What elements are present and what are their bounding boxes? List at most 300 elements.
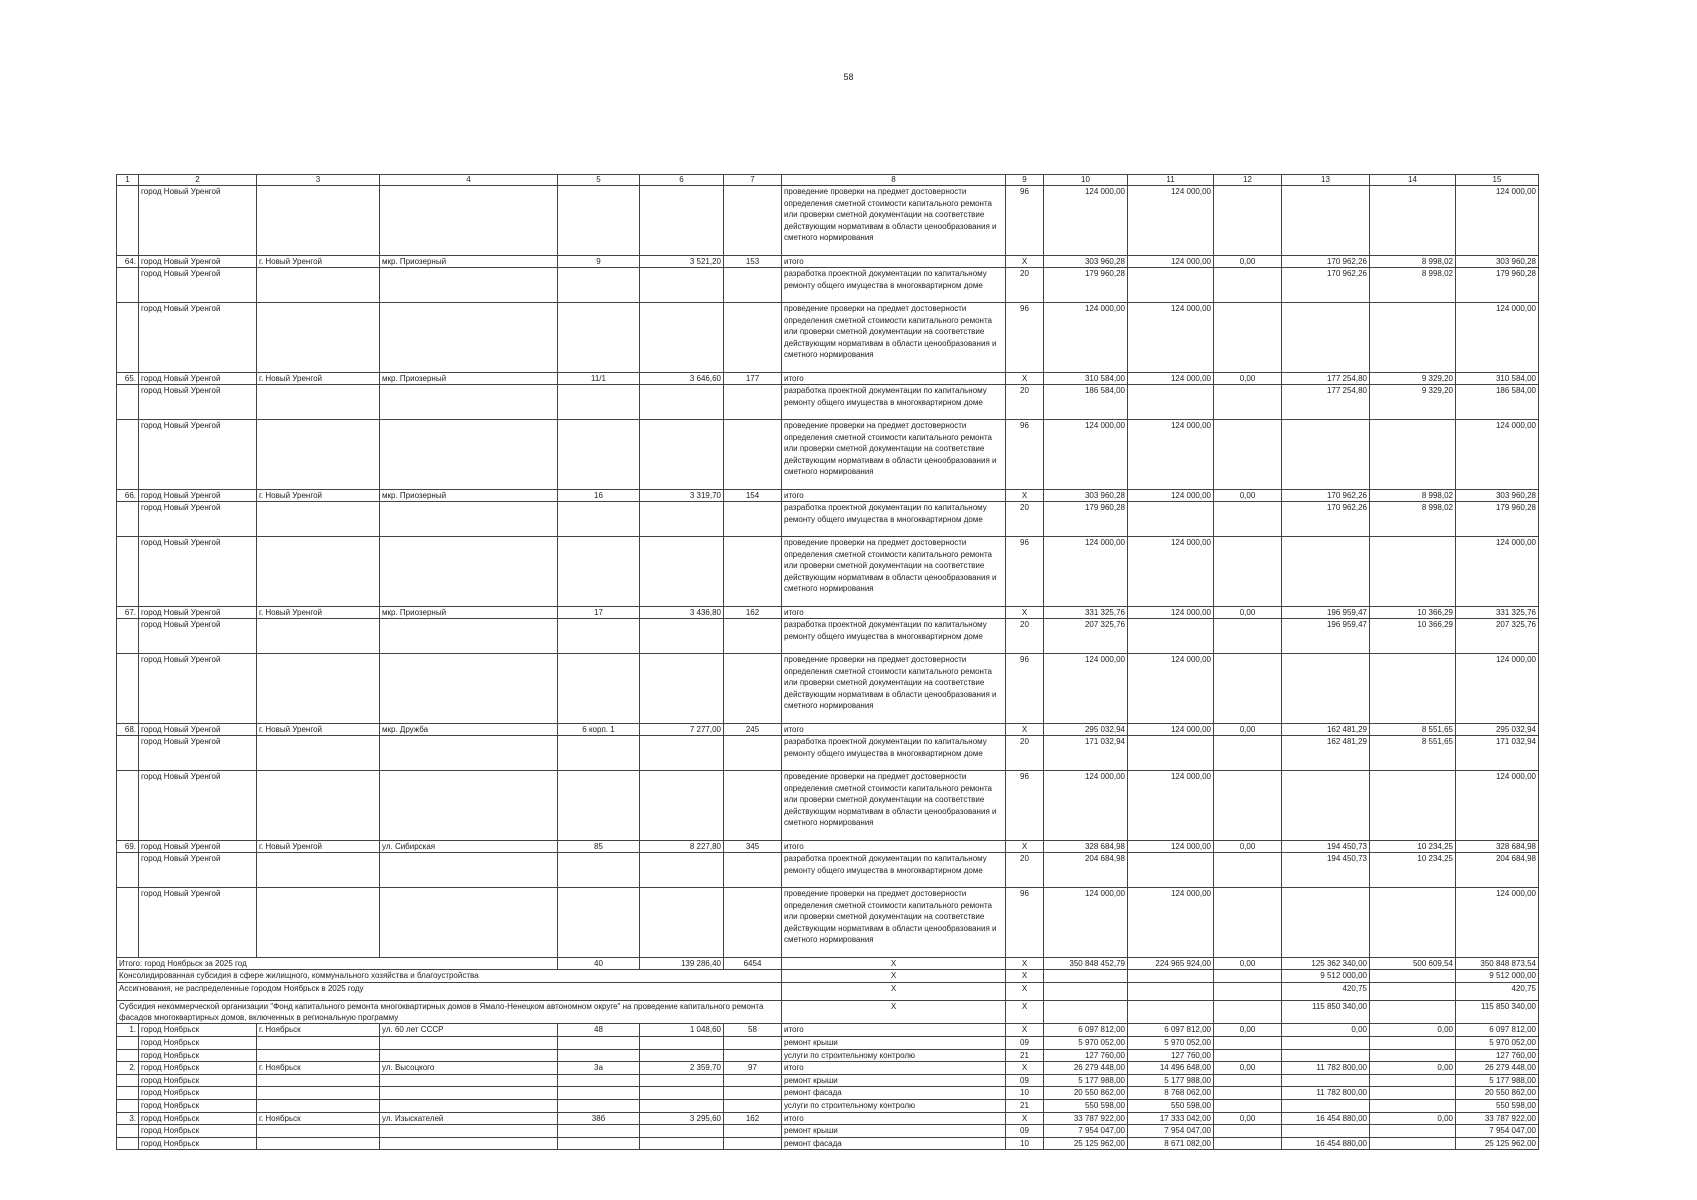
cell-locality bbox=[257, 1074, 380, 1087]
cell-house-number: 9 bbox=[558, 255, 640, 268]
cell-work-code: 20 bbox=[1006, 736, 1044, 771]
cell-house-number bbox=[558, 887, 640, 957]
cell-owners-cost: 550 598,00 bbox=[1456, 1099, 1539, 1112]
cell-local-cost: 8 998,02 bbox=[1370, 502, 1456, 537]
cell-work-type: ремонт фасада bbox=[782, 1137, 1006, 1150]
cell-federal-cost bbox=[1214, 302, 1282, 372]
cell-regional-cost: 170 962,26 bbox=[1282, 255, 1370, 268]
cell-regional-cost: 194 450,73 bbox=[1282, 853, 1370, 888]
cell-locality: г. Ноябрьск bbox=[257, 1024, 380, 1037]
cell-work-type: итого bbox=[782, 255, 1006, 268]
cell-area bbox=[640, 419, 724, 489]
cell-owners-cost: 20 550 862,00 bbox=[1456, 1087, 1539, 1100]
table-row bbox=[117, 853, 1539, 888]
cell-work-type: разработка проектной документации по капитальному ремонту общего имущества в многоквартирном доме bbox=[782, 853, 1006, 888]
cell-area bbox=[640, 736, 724, 771]
cell-work-type: разработка проектной документации по капитальному ремонту общего имущества в многоквартирном доме bbox=[782, 385, 1006, 420]
cell-locality bbox=[257, 186, 380, 256]
cell-owners-cost: 5 970 052,00 bbox=[1456, 1037, 1539, 1050]
cell-residents: 345 bbox=[724, 840, 782, 853]
cell-street bbox=[380, 536, 558, 606]
cell-area: 3 295,60 bbox=[640, 1112, 724, 1125]
cell-federal-cost bbox=[1214, 853, 1282, 888]
cell-federal-cost bbox=[1214, 1049, 1282, 1062]
fund-subsidy-row-fund-cost bbox=[1128, 1001, 1214, 1024]
cell-street bbox=[380, 853, 558, 888]
cell-area bbox=[640, 1125, 724, 1138]
column-number-header bbox=[117, 175, 1539, 186]
cell-fund-cost: 6 097 812,00 bbox=[1128, 1024, 1214, 1037]
cell-work-type: итого bbox=[782, 1112, 1006, 1125]
cell-work-code: 10 bbox=[1006, 1087, 1044, 1100]
cell-total-cost: 328 684,98 bbox=[1044, 840, 1128, 853]
cell-street: ул. Сибирская bbox=[380, 840, 558, 853]
cell-owners-cost: 328 684,98 bbox=[1456, 840, 1539, 853]
cell-locality bbox=[257, 1137, 380, 1150]
cell-municipality: город Ноябрьск bbox=[139, 1037, 257, 1050]
totals-fund-cost: 224 965 924,00 bbox=[1128, 957, 1214, 970]
cell-local-cost bbox=[1370, 419, 1456, 489]
cell-fund-cost bbox=[1128, 736, 1214, 771]
cell-work-code: X bbox=[1006, 723, 1044, 736]
totals-house-number: 40 bbox=[558, 957, 640, 970]
cell-area bbox=[640, 1049, 724, 1062]
cell-regional-cost: 177 254,80 bbox=[1282, 385, 1370, 420]
cell-row-number bbox=[117, 1099, 139, 1112]
cell-municipality: город Новый Уренгой bbox=[139, 255, 257, 268]
cell-locality bbox=[257, 770, 380, 840]
cell-municipality: город Новый Уренгой bbox=[139, 736, 257, 771]
cell-street bbox=[380, 653, 558, 723]
cell-work-code: 96 bbox=[1006, 770, 1044, 840]
cell-fund-cost: 550 598,00 bbox=[1128, 1099, 1214, 1112]
cell-row-number bbox=[117, 853, 139, 888]
unallocated-row-label: Ассигнования, не распределенные городом Ноябрьск в 2025 году bbox=[117, 982, 782, 1001]
cell-total-cost: 6 097 812,00 bbox=[1044, 1024, 1128, 1037]
cell-area: 8 227,80 bbox=[640, 840, 724, 853]
cell-work-type: итого bbox=[782, 723, 1006, 736]
cell-municipality: город Ноябрьск bbox=[139, 1087, 257, 1100]
cell-work-type: проведение проверки на предмет достоверности определения сметной стоимости капитального ремонта или проверки сметной документации на соответствие действующим нормативам в области ценообразования и сметного нормирования bbox=[782, 536, 1006, 606]
cell-row-number bbox=[117, 536, 139, 606]
totals-work-code: X bbox=[1006, 957, 1044, 970]
cell-municipality: город Новый Уренгой bbox=[139, 385, 257, 420]
cell-regional-cost: 11 782 800,00 bbox=[1282, 1062, 1370, 1075]
cell-federal-cost bbox=[1214, 1074, 1282, 1087]
cell-municipality: город Ноябрьск bbox=[139, 1062, 257, 1075]
cell-owners-cost: 7 954 047,00 bbox=[1456, 1125, 1539, 1138]
cell-house-number bbox=[558, 419, 640, 489]
cell-residents: 153 bbox=[724, 255, 782, 268]
cell-local-cost: 10 366,29 bbox=[1370, 619, 1456, 654]
cell-residents: 177 bbox=[724, 372, 782, 385]
cell-total-cost: 124 000,00 bbox=[1044, 887, 1128, 957]
cell-regional-cost: 0,00 bbox=[1282, 1024, 1370, 1037]
cell-residents bbox=[724, 1037, 782, 1050]
fund-subsidy-row-federal-cost bbox=[1214, 1001, 1282, 1024]
column-number-14: 14 bbox=[1370, 175, 1456, 186]
cell-federal-cost: 0,00 bbox=[1214, 1062, 1282, 1075]
table-row bbox=[117, 186, 1539, 256]
cell-area bbox=[640, 1087, 724, 1100]
cell-municipality: город Новый Уренгой bbox=[139, 372, 257, 385]
cell-street: ул. 60 лет СССР bbox=[380, 1024, 558, 1037]
cell-owners-cost: 124 000,00 bbox=[1456, 302, 1539, 372]
cell-local-cost: 10 234,25 bbox=[1370, 840, 1456, 853]
cell-street bbox=[380, 268, 558, 303]
cell-residents: 245 bbox=[724, 723, 782, 736]
cell-regional-cost bbox=[1282, 653, 1370, 723]
unallocated-row bbox=[117, 982, 1539, 1001]
cell-house-number bbox=[558, 736, 640, 771]
fund-subsidy-row-work-type: X bbox=[782, 1001, 1006, 1024]
cell-area: 2 359,70 bbox=[640, 1062, 724, 1075]
table-row bbox=[117, 1125, 1539, 1138]
cell-street: мкр. Приозерный bbox=[380, 372, 558, 385]
cell-regional-cost: 170 962,26 bbox=[1282, 268, 1370, 303]
cell-work-code: 10 bbox=[1006, 1137, 1044, 1150]
cell-total-cost: 20 550 862,00 bbox=[1044, 1087, 1128, 1100]
cell-regional-cost: 196 959,47 bbox=[1282, 619, 1370, 654]
cell-local-cost: 10 234,25 bbox=[1370, 853, 1456, 888]
cell-residents bbox=[724, 736, 782, 771]
column-number-3: 3 bbox=[257, 175, 380, 186]
cell-row-number bbox=[117, 268, 139, 303]
cell-work-code: X bbox=[1006, 606, 1044, 619]
cell-row-number bbox=[117, 419, 139, 489]
cell-local-cost: 0,00 bbox=[1370, 1024, 1456, 1037]
cell-work-type: итого bbox=[782, 606, 1006, 619]
cell-local-cost bbox=[1370, 653, 1456, 723]
cell-work-type: разработка проектной документации по капитальному ремонту общего имущества в многоквартирном доме bbox=[782, 619, 1006, 654]
cell-row-number bbox=[117, 186, 139, 256]
table-row bbox=[117, 1074, 1539, 1087]
cell-total-cost: 550 598,00 bbox=[1044, 1099, 1128, 1112]
table-row bbox=[117, 536, 1539, 606]
cell-owners-cost: 26 279 448,00 bbox=[1456, 1062, 1539, 1075]
cell-regional-cost bbox=[1282, 302, 1370, 372]
cell-house-number bbox=[558, 268, 640, 303]
cell-street: мкр. Дружба bbox=[380, 723, 558, 736]
cell-area: 1 048,60 bbox=[640, 1024, 724, 1037]
cell-residents: 162 bbox=[724, 606, 782, 619]
cell-regional-cost: 177 254,80 bbox=[1282, 372, 1370, 385]
cell-street bbox=[380, 736, 558, 771]
cell-area bbox=[640, 770, 724, 840]
cell-row-number bbox=[117, 1087, 139, 1100]
cell-work-code: 09 bbox=[1006, 1074, 1044, 1087]
cell-total-cost: 124 000,00 bbox=[1044, 302, 1128, 372]
cell-house-number bbox=[558, 536, 640, 606]
cell-residents bbox=[724, 536, 782, 606]
cell-federal-cost bbox=[1214, 1137, 1282, 1150]
cell-local-cost bbox=[1370, 1125, 1456, 1138]
cell-regional-cost: 196 959,47 bbox=[1282, 606, 1370, 619]
cell-street bbox=[380, 1099, 558, 1112]
cell-regional-cost: 162 481,29 bbox=[1282, 736, 1370, 771]
cell-regional-cost: 11 782 800,00 bbox=[1282, 1087, 1370, 1100]
cell-area: 7 277,00 bbox=[640, 723, 724, 736]
cell-municipality: город Ноябрьск bbox=[139, 1074, 257, 1087]
cell-municipality: город Новый Уренгой bbox=[139, 619, 257, 654]
cell-work-code: 96 bbox=[1006, 536, 1044, 606]
cell-owners-cost: 124 000,00 bbox=[1456, 419, 1539, 489]
cell-municipality: город Новый Уренгой bbox=[139, 770, 257, 840]
cell-work-type: разработка проектной документации по капитальному ремонту общего имущества в многоквартирном доме bbox=[782, 502, 1006, 537]
cell-row-number: 64. bbox=[117, 255, 139, 268]
cell-work-type: услуги по строительному контролю bbox=[782, 1049, 1006, 1062]
cell-work-type: проведение проверки на предмет достоверности определения сметной стоимости капитального ремонта или проверки сметной документации на соответствие действующим нормативам в области ценообразования и сметного нормирования bbox=[782, 302, 1006, 372]
cell-street bbox=[380, 186, 558, 256]
fund-subsidy-row-local-cost bbox=[1370, 1001, 1456, 1024]
cell-work-code: 20 bbox=[1006, 502, 1044, 537]
cell-house-number: 48 bbox=[558, 1024, 640, 1037]
cell-house-number bbox=[558, 186, 640, 256]
cell-local-cost bbox=[1370, 1099, 1456, 1112]
cell-regional-cost bbox=[1282, 1074, 1370, 1087]
cell-house-number: 85 bbox=[558, 840, 640, 853]
cell-locality bbox=[257, 1049, 380, 1062]
cell-locality bbox=[257, 653, 380, 723]
subsidy-row bbox=[117, 970, 1539, 983]
subsidy-row-total-cost bbox=[1044, 970, 1128, 983]
totals-federal-cost: 0,00 bbox=[1214, 957, 1282, 970]
table-row bbox=[117, 268, 1539, 303]
cell-residents bbox=[724, 186, 782, 256]
cell-total-cost: 5 177 988,00 bbox=[1044, 1074, 1128, 1087]
cell-row-number: 67. bbox=[117, 606, 139, 619]
cell-local-cost bbox=[1370, 1074, 1456, 1087]
cell-residents: 154 bbox=[724, 489, 782, 502]
column-number-7: 7 bbox=[724, 175, 782, 186]
subsidy-row-fund-cost bbox=[1128, 970, 1214, 983]
subsidy-row-owners-cost: 9 512 000,00 bbox=[1456, 970, 1539, 983]
cell-work-code: 20 bbox=[1006, 853, 1044, 888]
cell-street bbox=[380, 385, 558, 420]
cell-regional-cost bbox=[1282, 770, 1370, 840]
table-row bbox=[117, 619, 1539, 654]
cell-residents: 162 bbox=[724, 1112, 782, 1125]
cell-work-type: итого bbox=[782, 372, 1006, 385]
cell-regional-cost: 170 962,26 bbox=[1282, 502, 1370, 537]
cell-fund-cost: 7 954 047,00 bbox=[1128, 1125, 1214, 1138]
table-row bbox=[117, 1112, 1539, 1125]
cell-owners-cost: 124 000,00 bbox=[1456, 536, 1539, 606]
cell-locality bbox=[257, 502, 380, 537]
cell-federal-cost bbox=[1214, 1037, 1282, 1050]
unallocated-row-local-cost bbox=[1370, 982, 1456, 1001]
cell-house-number: 11/1 bbox=[558, 372, 640, 385]
cell-area bbox=[640, 536, 724, 606]
subsidy-row-federal-cost bbox=[1214, 970, 1282, 983]
cell-federal-cost: 0,00 bbox=[1214, 489, 1282, 502]
cell-total-cost: 295 032,94 bbox=[1044, 723, 1128, 736]
cell-house-number bbox=[558, 302, 640, 372]
cell-regional-cost bbox=[1282, 186, 1370, 256]
cell-house-number bbox=[558, 1037, 640, 1050]
cell-work-type: проведение проверки на предмет достоверности определения сметной стоимости капитального ремонта или проверки сметной документации на соответствие действующим нормативам в области ценообразования и сметного нормирования bbox=[782, 887, 1006, 957]
cell-locality: г. Новый Уренгой bbox=[257, 840, 380, 853]
column-number-8: 8 bbox=[782, 175, 1006, 186]
cell-work-type: разработка проектной документации по капитальному ремонту общего имущества в многоквартирном доме bbox=[782, 736, 1006, 771]
table-row bbox=[117, 770, 1539, 840]
totals-local-cost: 500 609,54 bbox=[1370, 957, 1456, 970]
subsidy-row-regional-cost: 9 512 000,00 bbox=[1282, 970, 1370, 983]
cell-local-cost: 9 329,20 bbox=[1370, 372, 1456, 385]
cell-locality bbox=[257, 1037, 380, 1050]
cell-residents bbox=[724, 268, 782, 303]
subsidy-row-local-cost bbox=[1370, 970, 1456, 983]
page-number: 58 bbox=[843, 72, 854, 82]
table-row bbox=[117, 489, 1539, 502]
cell-area bbox=[640, 1099, 724, 1112]
cell-local-cost: 8 551,65 bbox=[1370, 723, 1456, 736]
cell-local-cost bbox=[1370, 536, 1456, 606]
cell-work-type: итого bbox=[782, 840, 1006, 853]
cell-work-type: ремонт фасада bbox=[782, 1087, 1006, 1100]
cell-fund-cost bbox=[1128, 619, 1214, 654]
cell-house-number bbox=[558, 1137, 640, 1150]
cell-street bbox=[380, 887, 558, 957]
cell-total-cost: 124 000,00 bbox=[1044, 186, 1128, 256]
cell-residents: 97 bbox=[724, 1062, 782, 1075]
cell-street: мкр. Приозерный bbox=[380, 255, 558, 268]
cell-row-number bbox=[117, 302, 139, 372]
cell-work-code: X bbox=[1006, 1112, 1044, 1125]
cell-street bbox=[380, 770, 558, 840]
cell-row-number bbox=[117, 887, 139, 957]
column-number-2: 2 bbox=[139, 175, 257, 186]
unallocated-row-total-cost bbox=[1044, 982, 1128, 1001]
cell-work-code: 96 bbox=[1006, 186, 1044, 256]
cell-residents bbox=[724, 1074, 782, 1087]
cell-total-cost: 179 960,28 bbox=[1044, 502, 1128, 537]
cell-federal-cost bbox=[1214, 1125, 1282, 1138]
cell-owners-cost: 179 960,28 bbox=[1456, 268, 1539, 303]
table-row bbox=[117, 502, 1539, 537]
cell-owners-cost: 303 960,28 bbox=[1456, 489, 1539, 502]
cell-house-number bbox=[558, 1074, 640, 1087]
cell-locality bbox=[257, 302, 380, 372]
cell-row-number bbox=[117, 502, 139, 537]
cell-municipality: город Ноябрьск bbox=[139, 1112, 257, 1125]
cell-locality bbox=[257, 385, 380, 420]
totals-regional-cost: 125 362 340,00 bbox=[1282, 957, 1370, 970]
cell-locality bbox=[257, 887, 380, 957]
cell-locality bbox=[257, 536, 380, 606]
totals-row bbox=[117, 957, 1539, 970]
cell-municipality: город Новый Уренгой bbox=[139, 606, 257, 619]
cell-locality bbox=[257, 1087, 380, 1100]
cell-area bbox=[640, 653, 724, 723]
cell-local-cost: 10 366,29 bbox=[1370, 606, 1456, 619]
cell-work-code: 09 bbox=[1006, 1125, 1044, 1138]
cell-locality: г. Ноябрьск bbox=[257, 1062, 380, 1075]
cell-total-cost: 26 279 448,00 bbox=[1044, 1062, 1128, 1075]
cell-regional-cost bbox=[1282, 1125, 1370, 1138]
cell-fund-cost: 124 000,00 bbox=[1128, 606, 1214, 619]
cell-municipality: город Ноябрьск bbox=[139, 1024, 257, 1037]
cell-municipality: город Новый Уренгой bbox=[139, 840, 257, 853]
totals-total-cost: 350 848 452,79 bbox=[1044, 957, 1128, 970]
cell-work-type: проведение проверки на предмет достоверности определения сметной стоимости капитального ремонта или проверки сметной документации на соответствие действующим нормативам в области ценообразования и сметного нормирования bbox=[782, 770, 1006, 840]
cell-locality bbox=[257, 268, 380, 303]
cell-federal-cost: 0,00 bbox=[1214, 606, 1282, 619]
cell-work-type: итого bbox=[782, 489, 1006, 502]
column-number-9: 9 bbox=[1006, 175, 1044, 186]
column-number-4: 4 bbox=[380, 175, 558, 186]
cell-local-cost bbox=[1370, 770, 1456, 840]
cell-work-type: ремонт крыши bbox=[782, 1074, 1006, 1087]
cell-local-cost: 9 329,20 bbox=[1370, 385, 1456, 420]
column-number-10: 10 bbox=[1044, 175, 1128, 186]
fund-subsidy-row-label: Субсидия некоммерческой организации "Фонд капитального ремонта многоквартирных домов в Ямало-Ненецком автономном округе" на проведение капитального ремонта фасадов многоквартирных домов, включенных в региональную программу bbox=[117, 1001, 782, 1024]
cell-municipality: город Новый Уренгой bbox=[139, 853, 257, 888]
cell-total-cost: 127 760,00 bbox=[1044, 1049, 1128, 1062]
cell-locality bbox=[257, 736, 380, 771]
cell-row-number bbox=[117, 736, 139, 771]
cell-area bbox=[640, 186, 724, 256]
cell-owners-cost: 310 584,00 bbox=[1456, 372, 1539, 385]
fund-subsidy-row-work-code: X bbox=[1006, 1001, 1044, 1024]
cell-house-number bbox=[558, 619, 640, 654]
fund-subsidy-row-regional-cost: 115 850 340,00 bbox=[1282, 1001, 1370, 1024]
cell-residents bbox=[724, 619, 782, 654]
cell-federal-cost: 0,00 bbox=[1214, 723, 1282, 736]
cell-locality: г. Новый Уренгой bbox=[257, 723, 380, 736]
cell-work-code: 96 bbox=[1006, 653, 1044, 723]
cell-area bbox=[640, 1037, 724, 1050]
cell-locality bbox=[257, 853, 380, 888]
cell-locality bbox=[257, 419, 380, 489]
cell-local-cost: 8 998,02 bbox=[1370, 489, 1456, 502]
cell-row-number bbox=[117, 1037, 139, 1050]
cell-local-cost bbox=[1370, 887, 1456, 957]
cell-street: ул. Изыскателей bbox=[380, 1112, 558, 1125]
table-row bbox=[117, 1062, 1539, 1075]
cell-row-number: 1. bbox=[117, 1024, 139, 1037]
cell-house-number bbox=[558, 1125, 640, 1138]
cell-total-cost: 124 000,00 bbox=[1044, 419, 1128, 489]
cell-municipality: город Новый Уренгой bbox=[139, 502, 257, 537]
cell-fund-cost bbox=[1128, 385, 1214, 420]
totals-owners-cost: 350 848 873,54 bbox=[1456, 957, 1539, 970]
column-number-12: 12 bbox=[1214, 175, 1282, 186]
cell-residents bbox=[724, 853, 782, 888]
cell-work-code: 20 bbox=[1006, 619, 1044, 654]
cell-owners-cost: 207 325,76 bbox=[1456, 619, 1539, 654]
cell-federal-cost: 0,00 bbox=[1214, 1024, 1282, 1037]
totals-label: Итого: город Ноябрьск за 2025 год bbox=[117, 957, 558, 970]
table-row bbox=[117, 736, 1539, 771]
cell-local-cost bbox=[1370, 1137, 1456, 1150]
cell-residents bbox=[724, 419, 782, 489]
cell-fund-cost: 5 970 052,00 bbox=[1128, 1037, 1214, 1050]
cell-house-number: 16 bbox=[558, 489, 640, 502]
cell-municipality: город Новый Уренгой bbox=[139, 419, 257, 489]
cell-regional-cost: 16 454 880,00 bbox=[1282, 1112, 1370, 1125]
cell-owners-cost: 6 097 812,00 bbox=[1456, 1024, 1539, 1037]
cell-house-number: 6 корп. 1 bbox=[558, 723, 640, 736]
column-number-11: 11 bbox=[1128, 175, 1214, 186]
cell-total-cost: 186 584,00 bbox=[1044, 385, 1128, 420]
totals-residents: 6454 bbox=[724, 957, 782, 970]
cell-residents bbox=[724, 1099, 782, 1112]
cell-municipality: город Новый Уренгой bbox=[139, 489, 257, 502]
cell-fund-cost bbox=[1128, 502, 1214, 537]
cell-municipality: город Ноябрьск bbox=[139, 1099, 257, 1112]
cell-federal-cost bbox=[1214, 1099, 1282, 1112]
